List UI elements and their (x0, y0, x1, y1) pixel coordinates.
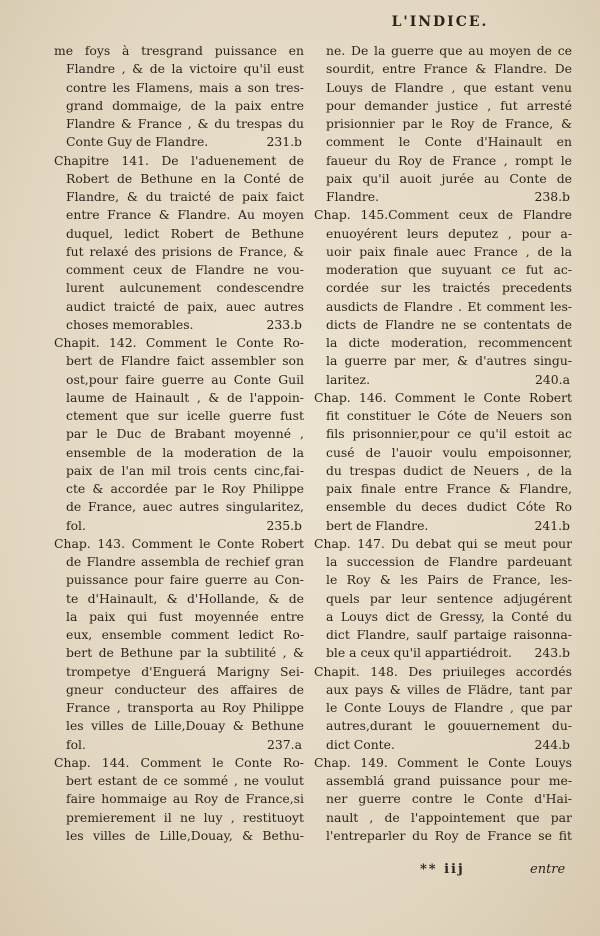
index-line-text: fol. (66, 517, 86, 533)
index-line (314, 188, 572, 206)
index-line (314, 261, 572, 279)
index-line-text: entre France & Flandre. Au moyen (66, 207, 304, 223)
index-line (314, 352, 572, 370)
index-line (54, 644, 304, 662)
index-line (54, 663, 304, 681)
index-line (314, 699, 572, 717)
index-line-text: uoir paix finale auec France , de la (326, 243, 572, 259)
index-line (314, 444, 572, 462)
index-line-text: du trespas dudict de Neuers , de la (326, 462, 572, 478)
index-line-text: Chap. 149. Comment le Conte Louys (314, 754, 572, 770)
index-line (54, 626, 304, 644)
index-line-text: moderation que suyuant ce fut ac- (326, 262, 572, 277)
index-line-text: dict Flandre, saulf partaige raisonna- (326, 627, 572, 642)
index-line-text: ctement que sur icelle guerre fust (66, 408, 304, 423)
index-line (314, 60, 572, 78)
index-line (54, 699, 304, 717)
index-line (314, 152, 572, 170)
index-line-text: ner guerre contre le Conte d'Hai- (326, 791, 572, 807)
index-line (54, 772, 304, 790)
index-line (54, 225, 304, 243)
index-line (314, 170, 572, 188)
index-line-text: puissance pour faire guerre au Con- (66, 572, 304, 588)
running-title: L'INDICE. (391, 14, 489, 30)
index-line-text: la succession de Flandre pardeuant (326, 554, 572, 569)
index-line-text: Flandre & France , & du trespas du (66, 116, 304, 131)
index-line (54, 97, 304, 115)
index-line (54, 535, 304, 553)
index-line (54, 206, 304, 224)
index-line (54, 444, 304, 462)
index-line-text: la dicte moderation, recommencent (326, 335, 572, 350)
index-line (54, 717, 304, 735)
index-line-text: nault , de l'appointement que par (326, 809, 572, 825)
index-line-text: audict traicté de paix, auec autres (66, 298, 304, 314)
index-line-text: me foys à tresgrand puissance en (54, 43, 304, 58)
index-line-text: prisionnier par le Roy de France, & (326, 116, 572, 131)
index-line-text: bert estant de ce sommé , ne voulut (66, 773, 304, 788)
index-line-text: eux, ensemble comment ledict Ro- (66, 627, 304, 642)
folio-reference: 233.b (266, 316, 302, 332)
folio-reference: 240.a (535, 371, 570, 387)
index-line (314, 316, 572, 334)
index-line (314, 42, 572, 60)
index-line-text: bert de Bethune par la subtilité , & (66, 645, 304, 661)
index-line-text: France , transporta au Roy Philippe (66, 700, 304, 715)
index-line (314, 79, 572, 97)
index-line (54, 261, 304, 279)
index-line (314, 279, 572, 297)
index-line (54, 352, 304, 370)
index-line-text: le Conte Louys de Flandre , que par (326, 700, 572, 715)
index-line-text: ost,pour faire guerre au Conte Guil (66, 371, 304, 387)
index-line (54, 389, 304, 407)
index-line-text: Chap. 147. Du debat qui se meut pour (314, 535, 572, 551)
index-line-text: ble a ceux qu'il appartiédroit. (326, 645, 512, 661)
index-line (314, 480, 572, 498)
index-line-text: fils prisonnier,pour ce qu'il estoit ac (326, 426, 572, 442)
index-line (54, 681, 304, 699)
index-line-text: le Roy & les Pairs de France, les- (326, 572, 572, 588)
running-head (0, 14, 600, 30)
index-line (314, 736, 572, 754)
catchword: entre (530, 862, 566, 877)
index-line (314, 809, 572, 827)
index-line (314, 790, 572, 808)
index-line (54, 42, 304, 60)
index-line-text: cusé de l'auoir voulu empoisonner, (326, 444, 572, 460)
index-line (314, 371, 572, 389)
index-line-text: sourdit, entre France & Flandre. De (326, 61, 572, 77)
index-line (314, 644, 572, 662)
index-line (314, 571, 572, 589)
index-line-text: premierement il ne luy , restituoyt (66, 809, 304, 825)
index-line (314, 243, 572, 261)
index-column-left (54, 42, 304, 845)
index-line (54, 170, 304, 188)
index-line-text: paix finale entre France & Flandre, (326, 481, 572, 496)
index-line (314, 772, 572, 790)
index-line (54, 480, 304, 498)
index-line-text: Louys de Flandre , que estant venu (326, 79, 572, 95)
index-line-text: dicts de Flandre ne se contentats de (326, 316, 572, 332)
index-line (54, 571, 304, 589)
index-line-text: pour demander justice , fut arresté (326, 97, 572, 113)
index-line-text: laume de Hainault , & de l'appoin- (66, 389, 304, 405)
index-line (54, 809, 304, 827)
folio-reference: 241.b (534, 517, 570, 533)
index-line-text: Chap. 145.Comment ceux de Flandre (314, 207, 572, 223)
index-line (314, 298, 572, 316)
index-line (314, 334, 572, 352)
index-line-text: quels par leur sentence adjugérent (326, 590, 572, 606)
index-line (54, 279, 304, 297)
index-line (54, 298, 304, 316)
index-line-text: par le Duc de Brabant moyenné , (66, 426, 304, 442)
index-line (314, 663, 572, 681)
index-line (314, 717, 572, 735)
index-line (54, 827, 304, 845)
index-line (54, 608, 304, 626)
index-line-text: la paix qui fust moyennée entre (66, 608, 304, 624)
index-column-right (314, 42, 572, 845)
index-line-text: fit constituer le Cóte de Neuers son (326, 408, 572, 423)
index-line-text: a Louys dict de Gressy, la Conté du (326, 608, 572, 624)
index-line (314, 133, 572, 151)
index-line (54, 407, 304, 425)
index-line-text: assemblá grand puissance pour me- (326, 773, 572, 788)
index-line (314, 498, 572, 516)
index-line (314, 115, 572, 133)
index-line-text: contre les Flamens, mais a son tres- (66, 79, 304, 95)
index-line-text: bert de Flandre. (326, 517, 429, 533)
index-line-text: ne. De la guerre que au moyen de ce (326, 43, 572, 58)
index-line-text: Chapitre 141. De l'aduenement de (54, 152, 304, 168)
index-line (314, 754, 572, 772)
index-line (54, 371, 304, 389)
index-line (54, 517, 304, 535)
index-line-text: de Flandre assembla de rechief gran (66, 554, 304, 569)
index-line-text: laritez. (326, 371, 371, 387)
index-line-text: cordée sur les traictés precedents (326, 280, 572, 296)
index-line-text: Chap. 144. Comment le Conte Ro- (54, 754, 304, 770)
index-line (54, 316, 304, 334)
index-line (54, 590, 304, 608)
index-line-text: les villes de Lille,Douay, & Bethu- (66, 827, 304, 843)
folio-reference: 237.a (267, 736, 302, 752)
index-line-text: duquel, ledict Robert de Bethune (66, 225, 304, 241)
index-line (54, 133, 304, 151)
index-line (54, 754, 304, 772)
index-line-text: de France, auec autres singularitez, (66, 499, 304, 515)
index-line-text: paix de l'an mil trois cents cinc,fai- (66, 462, 304, 478)
index-line (314, 425, 572, 443)
index-line (314, 517, 572, 535)
index-line-text: aux pays & villes de Flädre, tant par (326, 681, 572, 697)
index-line (314, 407, 572, 425)
signature-mark: ** iij (420, 862, 465, 877)
folio-reference: 244.b (534, 736, 570, 752)
index-line (54, 425, 304, 443)
index-line-text: fut relaxé des prisions de France, & (66, 243, 304, 259)
folio-reference: 235.b (266, 517, 302, 533)
index-line (54, 115, 304, 133)
index-line-text: Chapit. 148. Des priuileges accordés (314, 663, 572, 679)
index-line-text: Flandre, & du traicté de paix faict (66, 189, 304, 204)
index-line (314, 608, 572, 626)
index-line (54, 79, 304, 97)
index-line-text: gneur conducteur des affaires de (66, 681, 304, 697)
index-line (54, 152, 304, 170)
index-line-text: la guerre par mer, & d'autres singu- (326, 353, 572, 369)
index-line-text: lurent aulcunement condescendre (66, 280, 304, 296)
index-line (314, 225, 572, 243)
index-line (314, 206, 572, 224)
index-line (54, 553, 304, 571)
index-line (54, 60, 304, 78)
index-line (314, 553, 572, 571)
index-line (54, 736, 304, 754)
index-line (54, 462, 304, 480)
index-line-text: paix qu'il auoit jurée au Conte de (326, 170, 572, 186)
index-line-text: ensemble de la moderation de la (66, 444, 304, 460)
index-line-text: trompetye d'Enguerá Marigny Sei- (66, 663, 304, 679)
folio-reference: 243.b (534, 645, 570, 661)
index-line-text: autres,durant le gouuernement du- (326, 718, 572, 734)
index-line-text: Chap. 146. Comment le Conte Robert (314, 389, 572, 405)
index-line (54, 188, 304, 206)
index-line-text: Conte Guy de Flandre. (66, 134, 209, 150)
index-line-text: Robert de Bethune en la Conté de (66, 170, 304, 186)
index-line (314, 462, 572, 480)
index-line-text: Flandre , & de la victoire qu'il eust (66, 61, 304, 77)
index-line (54, 243, 304, 261)
index-line-text: Flandre. (326, 189, 380, 204)
folio-reference: 238.b (534, 189, 570, 204)
index-line-text: grand dommaige, de la paix entre (66, 97, 304, 113)
index-line-text: enuoyérent leurs deputez , pour a- (326, 225, 572, 241)
index-line-text: l'entreparler du Roy de France se fit (326, 827, 572, 843)
index-line-text: comment ceux de Flandre ne vou- (66, 262, 304, 277)
index-line-text: Chap. 143. Comment le Conte Robert (54, 535, 304, 551)
index-line (314, 97, 572, 115)
index-line-text: les villes de Lille,Douay & Bethune (66, 718, 304, 734)
index-line-text: dict Conte. (326, 736, 395, 752)
index-line (54, 498, 304, 516)
index-line (54, 334, 304, 352)
folio-reference: 231.b (266, 134, 302, 150)
index-line-text: comment le Conte d'Hainault en (326, 134, 572, 150)
index-line-text: ausdicts de Flandre . Et comment les- (326, 298, 572, 314)
index-line-text: faueur du Roy de France , rompt le (326, 152, 572, 168)
index-line-text: te d'Hainault, & d'Hollande, & de (66, 590, 304, 606)
index-line-text: ensemble du deces dudict Cóte Ro (326, 499, 572, 515)
index-line-text: fol. (66, 736, 86, 752)
index-line (314, 681, 572, 699)
index-line-text: bert de Flandre faict assembler son (66, 353, 304, 369)
index-line-text: cte & accordée par le Roy Philippe (66, 481, 304, 496)
index-line (314, 389, 572, 407)
index-line-text: faire hommaige au Roy de France,si (66, 791, 304, 807)
index-line (314, 535, 572, 553)
index-line (314, 590, 572, 608)
index-line-text: choses memorables. (66, 316, 194, 332)
index-line (314, 827, 572, 845)
index-line (54, 790, 304, 808)
index-line (314, 626, 572, 644)
index-line-text: Chapit. 142. Comment le Conte Ro- (54, 335, 304, 350)
